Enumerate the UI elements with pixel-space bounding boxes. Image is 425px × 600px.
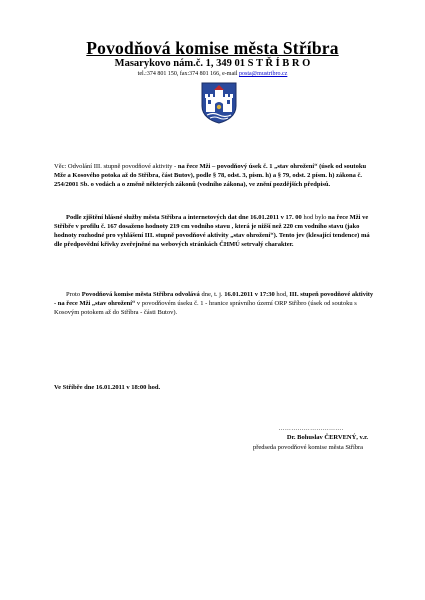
findings-paragraph — [54, 213, 374, 249]
revocation-text-3: hod, — [274, 291, 290, 298]
signatory-name: Dr. Bohuslav ČERVENÝ, v.r. — [286, 434, 368, 441]
revocation-bold-3: III. stupeň povodňové aktivity - na řece Mži „stav ohrožení“ — [54, 291, 374, 307]
date-line: Ve Stříbře dne 16.01.2011 v 18:00 hod. — [54, 384, 161, 391]
revocation-text-1: Proto — [66, 291, 82, 298]
findings-text-1: hod bylo — [301, 214, 328, 221]
revocation-bold-1: Povodňová komise města Stříbra odvolává — [81, 291, 200, 298]
email-link[interactable]: posta@mustribro.cz — [238, 71, 288, 77]
document-title: Povodňová komise města Stříbra — [86, 38, 339, 58]
revocation-bold-2: 16.01.2011 v 17:30 — [224, 291, 275, 298]
contact-phone-fax: tel.:374 801 150, fax:374 801 166, e-mail — [137, 71, 239, 77]
signature-dots: …………………………. — [278, 426, 344, 432]
revocation-text-4: v povodňovém úseku č. 1 - hranice správního území ORP Stříbro (úsek od soutoku s Kosovým potokem až do Stříbra - části Butov). — [54, 300, 357, 316]
subject-paragraph — [54, 162, 374, 189]
subject-prefix: Věc: Odvolání III. stupně povodňové aktivity - — [54, 163, 178, 170]
signatory-role: předseda povodňové komise města Stříbra — [252, 444, 364, 451]
coat-of-arms-logo — [201, 82, 237, 124]
contact-line — [0, 71, 425, 77]
findings-bold-1: Podle zjištění hlásné služby města Stříbra a internetových dat dne 16.01.2011 v 17. 00 — [66, 214, 302, 221]
findings-bold-2: na řece Mži ve Stříbře v profilu č. 167 dosaženo hodnoty 219 cm vodního stavu , která je nižší než 220 cm vodního stavu (jako hodnoty rozhodné pro vyhlášení III. stupně povodňové aktivity „stav ohrožení“). Tento jev (klesající tendence) má dle předpovědní křivky zveřejněné na webových stránkách ČHMÚ setrvalý charakter. — [54, 214, 370, 248]
subject-main: na řece Mži – povodňový úsek č. 1 „stav ohrožení“ (úsek od soutoku Mže a Kosového potoka až do Stříbra, část Butov), podle § 78, odst. 3, písm. h) a § 79, odst. 2 písm. h) zákona č. 254/2001 Sb. o vodách a o změně některých zákonů (vodního zákona), ve znění pozdějších předpisů. — [54, 163, 367, 188]
address-line: Masarykovo nám.č. 1, 349 01 S T Ř Í B R O — [114, 58, 311, 69]
revocation-text-2: dne, t. j. — [199, 291, 225, 298]
revocation-paragraph — [54, 290, 374, 317]
